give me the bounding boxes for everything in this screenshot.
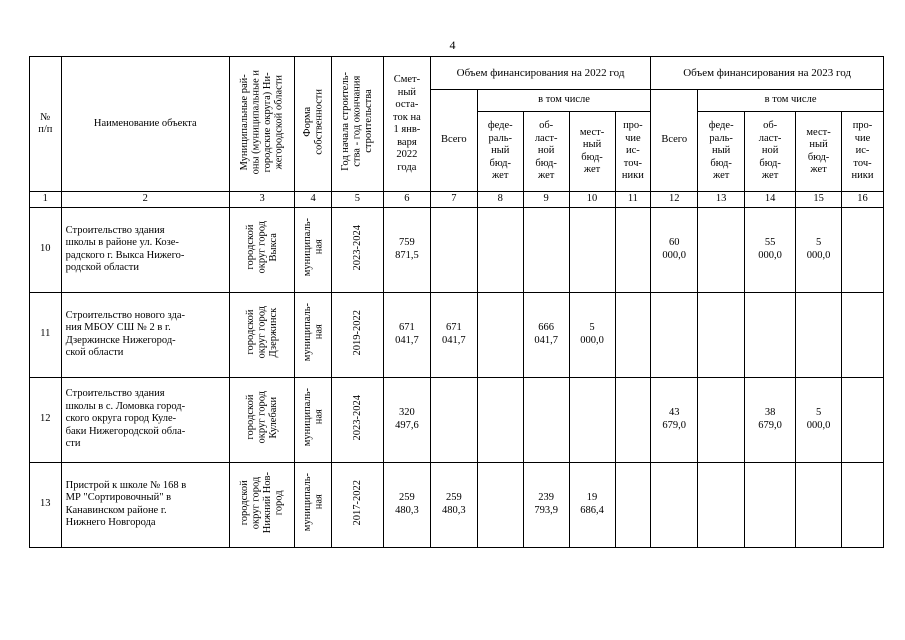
row-other-2023	[842, 207, 884, 292]
page-number: 4	[449, 38, 456, 52]
col-number: 7	[430, 192, 477, 208]
row-federal-2022	[477, 377, 523, 462]
header-regional-2022: об- ласт- ной бюд- жет	[523, 112, 569, 192]
header-other-2023: про- чие ис- точ- ники	[842, 112, 884, 192]
row-federal-2022	[477, 462, 523, 547]
header-fin-2023: Объем финансирования на 2023 год	[651, 57, 884, 90]
col-number: 13	[698, 192, 745, 208]
header-ownership: Форма собственности	[295, 57, 332, 192]
header-total-2022: Всего	[430, 90, 477, 192]
row-district: городской округ город Кулебаки	[229, 377, 294, 462]
row-total-2023	[651, 462, 698, 547]
header-district: Муниципальные рай- оны (муниципальные и городские округа) Ни- жегородской области	[229, 57, 294, 192]
row-total-2023: 43 679,0	[651, 377, 698, 462]
row-local-2022	[569, 207, 615, 292]
row-name: Пристрой к школе № 168 в МР "Сортировочный" в Канавинском районе г. Нижнего Новгорода	[61, 462, 229, 547]
row-ownership: муниципаль- ная	[295, 207, 332, 292]
row-num: 12	[30, 377, 62, 462]
row-total-2023: 60 000,0	[651, 207, 698, 292]
header-local-2022: мест- ный бюд- жет	[569, 112, 615, 192]
table-row	[30, 462, 884, 547]
row-remaining: 259 480,3	[383, 462, 430, 547]
col-number: 14	[745, 192, 796, 208]
row-total-2022	[430, 207, 477, 292]
column-numbers-row	[30, 192, 884, 208]
row-total-2022	[430, 377, 477, 462]
header-num: № п/п	[30, 57, 62, 192]
col-number: 9	[523, 192, 569, 208]
row-num: 13	[30, 462, 62, 547]
row-other-2022	[615, 462, 651, 547]
row-other-2022	[615, 377, 651, 462]
col-number: 5	[331, 192, 383, 208]
header-years: Год начала строитель- ства - год окончания строительства	[331, 57, 383, 192]
row-regional-2023	[745, 292, 796, 377]
row-federal-2022	[477, 207, 523, 292]
row-regional-2023: 38 679,0	[745, 377, 796, 462]
header-fin-2022: Объем финансирования на 2022 год	[430, 57, 650, 90]
row-num: 11	[30, 292, 62, 377]
row-other-2022	[615, 292, 651, 377]
row-other-2023	[842, 292, 884, 377]
header-local-2023: мест- ный бюд- жет	[796, 112, 842, 192]
row-total-2022: 671 041,7	[430, 292, 477, 377]
col-number: 4	[295, 192, 332, 208]
row-remaining: 320 497,6	[383, 377, 430, 462]
row-other-2023	[842, 377, 884, 462]
col-number: 11	[615, 192, 651, 208]
row-federal-2023	[698, 207, 745, 292]
row-remaining: 759 871,5	[383, 207, 430, 292]
row-local-2022: 5 000,0	[569, 292, 615, 377]
col-number: 8	[477, 192, 523, 208]
table-row	[30, 207, 884, 292]
col-number: 12	[651, 192, 698, 208]
col-number: 3	[229, 192, 294, 208]
row-regional-2023: 55 000,0	[745, 207, 796, 292]
row-regional-2023	[745, 462, 796, 547]
row-years: 2023-2024	[331, 377, 383, 462]
header-federal-2022: феде- раль- ный бюд- жет	[477, 112, 523, 192]
row-district: городской округ город Дзержинск	[229, 292, 294, 377]
row-total-2023	[651, 292, 698, 377]
row-federal-2022	[477, 292, 523, 377]
row-district: городской округ город Нижний Нов- город	[229, 462, 294, 547]
col-number: 6	[383, 192, 430, 208]
row-total-2022: 259 480,3	[430, 462, 477, 547]
row-local-2023	[796, 292, 842, 377]
row-district: городской округ город Выкса	[229, 207, 294, 292]
header-row-1	[30, 57, 884, 90]
row-other-2023	[842, 462, 884, 547]
row-other-2022	[615, 207, 651, 292]
row-regional-2022: 239 793,9	[523, 462, 569, 547]
row-local-2022: 19 686,4	[569, 462, 615, 547]
row-regional-2022: 666 041,7	[523, 292, 569, 377]
header-name: Наименование объекта	[61, 57, 229, 192]
row-federal-2023	[698, 292, 745, 377]
header-total-2023: Всего	[651, 90, 698, 192]
row-name: Строительство нового зда- ния МБОУ СШ № 2 в г. Дзержинске Нижегород- ской области	[61, 292, 229, 377]
col-number: 2	[61, 192, 229, 208]
table-row	[30, 292, 884, 377]
row-ownership: муниципаль- ная	[295, 462, 332, 547]
row-years: 2019-2022	[331, 292, 383, 377]
col-number: 10	[569, 192, 615, 208]
header-federal-2023: феде- раль- ный бюд- жет	[698, 112, 745, 192]
col-number: 16	[842, 192, 884, 208]
header-other-2022: про- чие ис- точ- ники	[615, 112, 651, 192]
row-years: 2017-2022	[331, 462, 383, 547]
row-regional-2022	[523, 207, 569, 292]
row-regional-2022	[523, 377, 569, 462]
row-ownership: муниципаль- ная	[295, 292, 332, 377]
header-including-2022: в том числе	[477, 90, 650, 112]
header-remaining: Смет- ный оста- ток на 1 янв- варя 2022 года	[383, 57, 430, 192]
table-row	[30, 377, 884, 462]
header-including-2023: в том числе	[698, 90, 884, 112]
row-remaining: 671 041,7	[383, 292, 430, 377]
row-local-2023: 5 000,0	[796, 207, 842, 292]
row-local-2023: 5 000,0	[796, 377, 842, 462]
row-name: Строительство здания школы в с. Ломовка город- ского округа город Куле- баки Нижегородской обла- сти	[61, 377, 229, 462]
row-federal-2023	[698, 462, 745, 547]
row-ownership: муниципаль- ная	[295, 377, 332, 462]
col-number: 15	[796, 192, 842, 208]
row-local-2023	[796, 462, 842, 547]
row-name: Строительство здания школы в районе ул. Козе- радского г. Выкса Нижего- родской области	[61, 207, 229, 292]
col-number: 1	[30, 192, 62, 208]
row-num: 10	[30, 207, 62, 292]
header-regional-2023: об- ласт- ной бюд- жет	[745, 112, 796, 192]
row-years: 2023-2024	[331, 207, 383, 292]
row-local-2022	[569, 377, 615, 462]
objects-table	[29, 56, 884, 548]
row-federal-2023	[698, 377, 745, 462]
